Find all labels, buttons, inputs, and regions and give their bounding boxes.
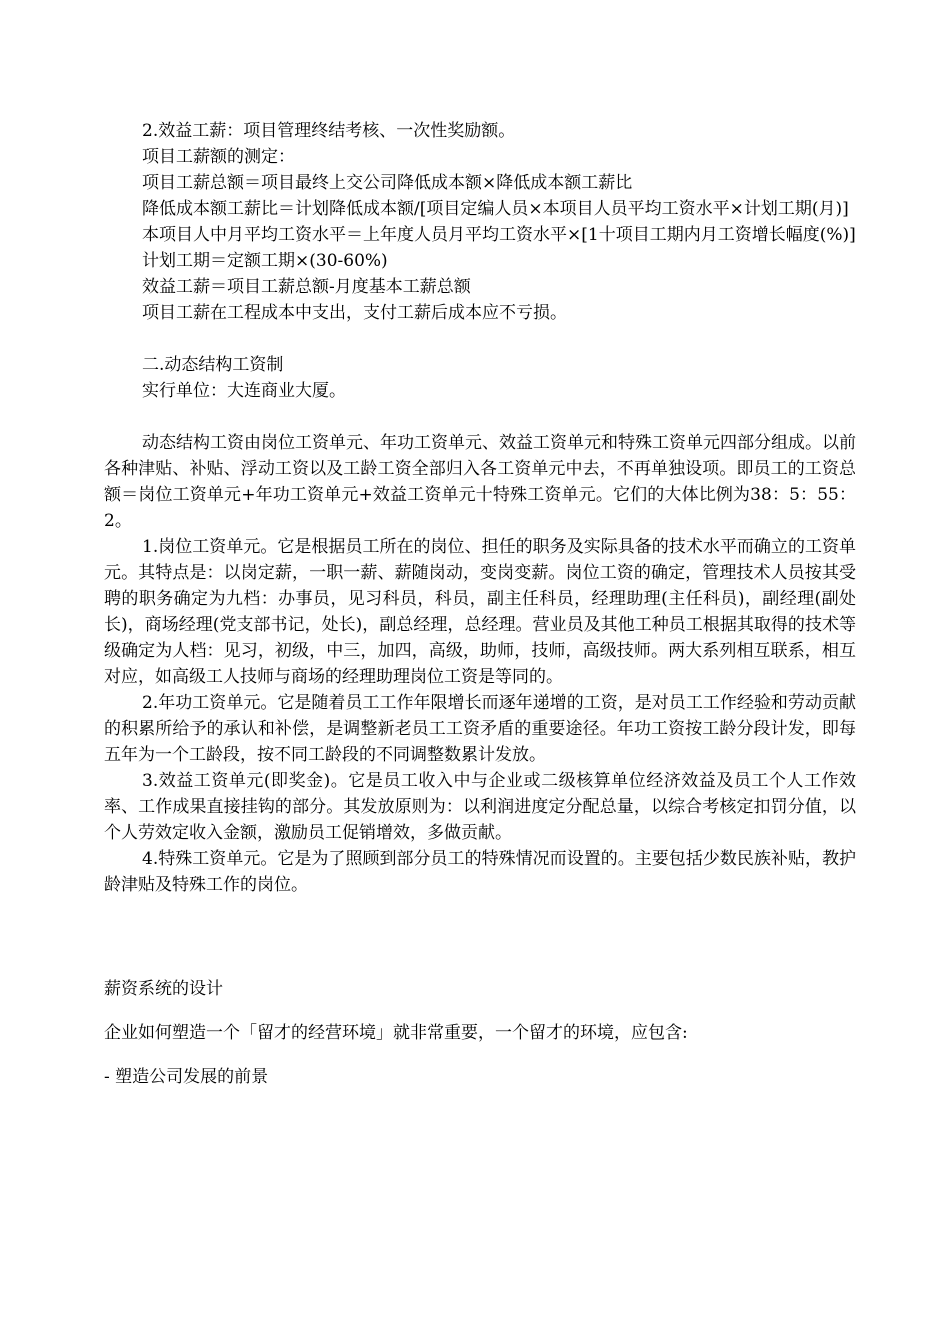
spacer [104,404,856,430]
formula-line: 项目工薪总额＝项目最终上交公司降低成本额×降低成本额工薪比 [142,173,633,193]
section-dynamic-structure-wage [104,352,856,898]
spacer [104,898,856,976]
formula-line: 本项目人中月平均工资水平＝上年度人员月平均工资水平×[1十项目工期内月工资增长幅度(%)] [142,225,856,245]
formula-line: 降低成本额工薪比＝计划降低成本额/[项目定编人员×本项目人员平均工资水平×计划工期(月)] [142,199,849,219]
paragraph: 动态结构工资由岗位工资单元、年功工资单元、效益工资单元和特殊工资单元四部分组成。以前各种津贴、补贴、浮动工资以及工龄工资全部归入各工资单元中去，不再单独设项。即员工的工资总额＝岗位工资单元+年功工资单元+效益工资单元十特殊工资单元。它们的大体比例为38：5：55：2。 [104,433,856,531]
formula-line: 效益工薪＝项目工薪总额-月度基本工薪总额 [142,277,471,297]
paragraph: 4.特殊工资单元。它是为了照顾到部分员工的特殊情况而设置的。主要包括少数民族补贴，教护龄津贴及特殊工作的岗位。 [104,849,856,895]
spacer [104,326,856,352]
paragraph: 1.岗位工资单元。它是根据员工所在的岗位、担任的职务及实际具备的技术水平而确立的工资单元。其特点是：以岗定薪，一职一薪、薪随岗动，变岗变薪。岗位工资的确定，管理技术人员按其受聘的职务确定为九档：办事员，见习科员，科员，副主任科员，经理助理(主任科员)，副经理(副处长)，商场经理(党支部书记，处长)，副总经理，总经理。营业员及其他工种员工根据其取得的技术等级确定为人档：见习，初级，中三，加四，高级，助师，技师，高级技师。两大系列相互联系，相互对应，如高级工人技师与商场的经理助理岗位工资是等同的。 [104,537,856,687]
list-item: - 塑造公司发展的前景 [104,1067,269,1087]
section-salary-system-design [104,976,856,1090]
paragraph: 企业如何塑造一个「留才的经营环境」就非常重要，一个留才的环境，应包含: [104,1023,688,1043]
implementing-unit: 实行单位：大连商业大厦。 [142,381,346,401]
paragraph: 项目工薪额的测定： [142,147,295,167]
document-page [104,118,856,1090]
section-project-salary [104,118,856,326]
paragraph: 3.效益工资单元(即奖金)。它是员工收入中与企业或二级核算单位经济效益及员工个人工作效率、工作成果直接挂钩的部分。其发放原则为：以利润进度定分配总量，以综合考核定扣罚分值，以个人劳效定收入金额，激励员工促销增效，多做贡献。 [104,771,856,843]
paragraph: 2.年功工资单元。它是随着员工工作年限增长而逐年递增的工资，是对员工工作经验和劳动贡献的积累所给予的承认和补偿，是调整新老员工工资矛盾的重要途径。年功工资按工龄分段计发，即每五年为一个工龄段，按不同工龄段的不同调整数累计发放。 [104,693,856,765]
paragraph: 项目工薪在工程成本中支出，支付工薪后成本应不亏损。 [142,303,567,323]
formula-line: 计划工期＝定额工期×(30-60%) [142,251,388,271]
section-heading: 二.动态结构工资制 [142,355,284,375]
section-title: 薪资系统的设计 [104,979,223,999]
paragraph: 2.效益工薪：项目管理终结考核、一次性奖励额。 [142,121,516,141]
